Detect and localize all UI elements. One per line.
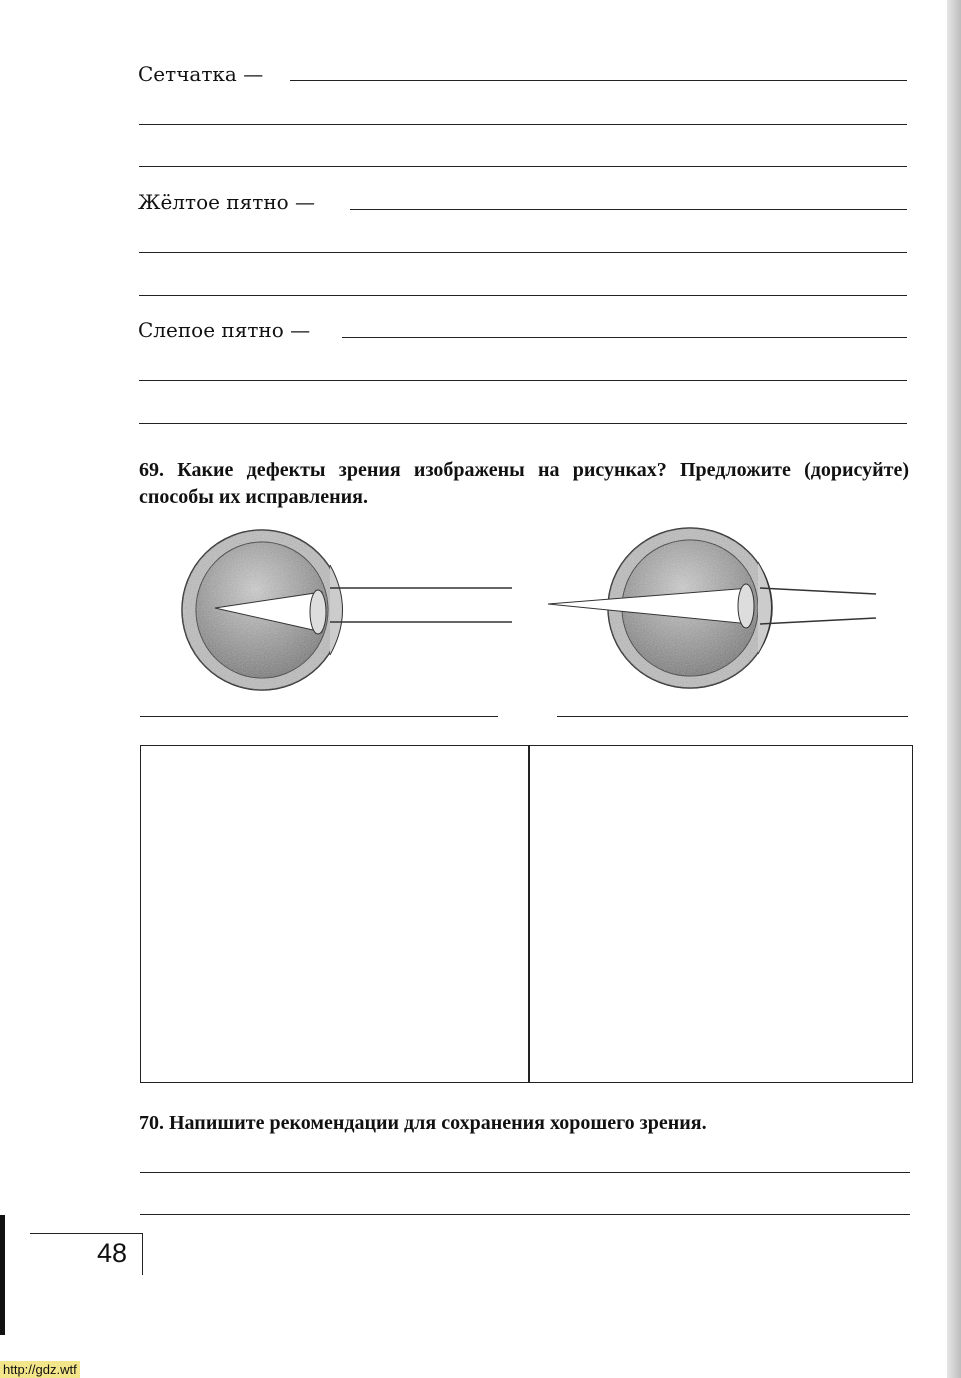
page-number-rule	[30, 1233, 143, 1234]
answer-line[interactable]	[350, 209, 907, 210]
answer-line[interactable]	[140, 1214, 910, 1215]
source-link[interactable]: http://gdz.wtf	[0, 1361, 80, 1378]
term-label-blind-spot: Слепое пятно —	[138, 318, 316, 342]
term-label-retina: Сетчатка —	[138, 62, 269, 86]
answer-line[interactable]	[139, 124, 907, 125]
question-69-text: 69. Какие дефекты зрения изображены на рисунках? Предложите (дорисуйте) способы их исправления.	[139, 459, 909, 508]
answer-line[interactable]	[139, 295, 907, 296]
defect-answer-line-right[interactable]	[557, 716, 908, 717]
eye-diagram-left	[182, 530, 512, 690]
answer-line[interactable]	[139, 252, 907, 253]
answer-line[interactable]	[139, 166, 907, 167]
answer-line[interactable]	[290, 80, 907, 81]
drawing-box-left[interactable]	[140, 745, 530, 1083]
binding-edge-mark	[0, 1215, 5, 1335]
eye-diagrams	[0, 520, 961, 700]
answer-line[interactable]	[140, 1172, 910, 1173]
question-70-text: 70. Напишите рекомендации для сохранения хорошего зрения.	[139, 1112, 707, 1134]
eye-diagram-right	[548, 528, 876, 688]
term-label-macula: Жёлтое пятно —	[138, 190, 321, 214]
defect-answer-line-left[interactable]	[140, 716, 498, 717]
answer-line[interactable]	[139, 380, 907, 381]
answer-line[interactable]	[342, 337, 907, 338]
page-number-rule-vertical	[142, 1233, 143, 1275]
page-number: 48	[97, 1238, 128, 1268]
drawing-box-right[interactable]	[528, 745, 913, 1083]
answer-line[interactable]	[139, 423, 907, 424]
